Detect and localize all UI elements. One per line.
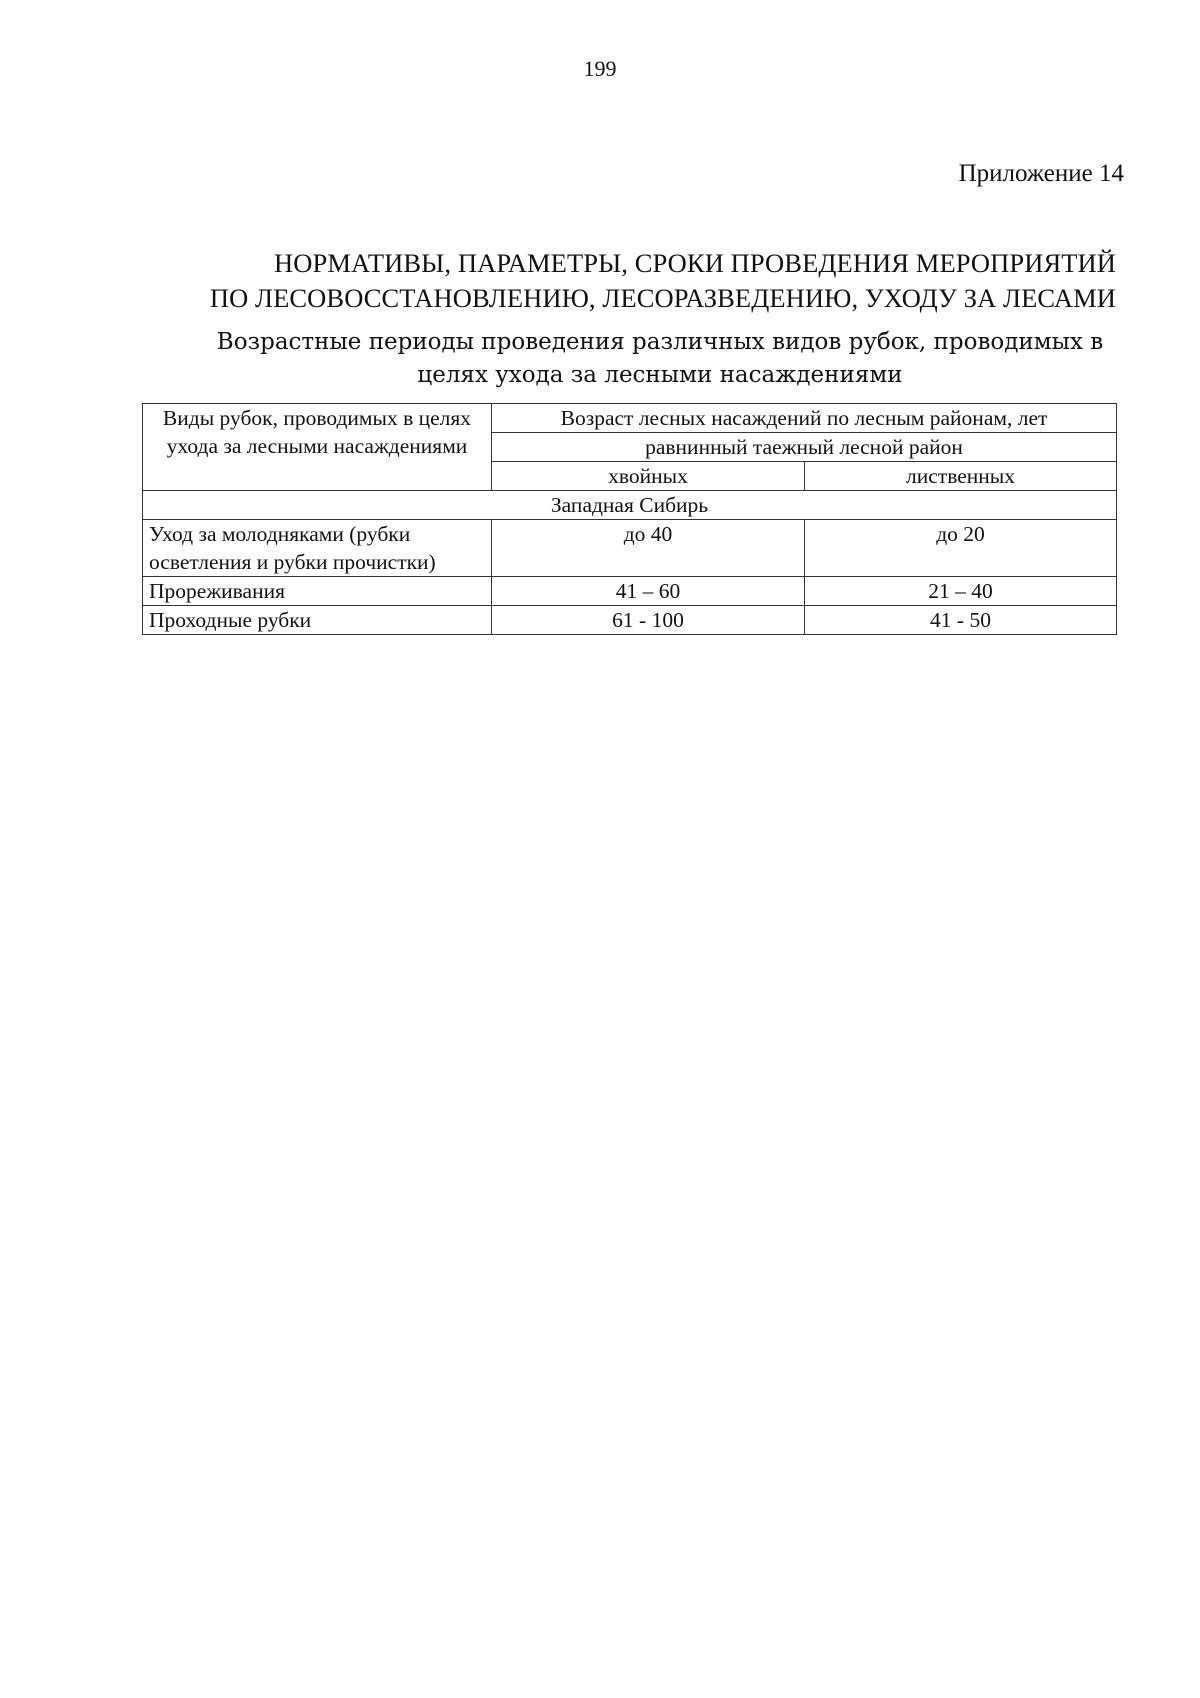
page-number: 199 [583, 56, 617, 81]
table-row [143, 520, 1117, 577]
table-row [143, 606, 1117, 635]
caption-line-2: целях ухода за лесными насаждениями [417, 362, 903, 388]
title-line-2: ПО ЛЕСОВОССТАНОВЛЕНИЮ, ЛЕСОРАЗВЕДЕНИЮ, УХОДУ ЗА ЛЕСАМИ [209, 283, 1116, 313]
header-region: равнинный таежный лесной район [492, 433, 1117, 462]
row-type: Прореживания [143, 577, 492, 606]
table-row [143, 577, 1117, 606]
row-deciduous-age: 21 – 40 [805, 577, 1117, 606]
document-title [140, 246, 1116, 316]
section-label: Западная Сибирь [143, 491, 1117, 520]
row-type: Проходные рубки [143, 606, 492, 635]
caption-line-1: Возрастные периоды проведения различных видов рубок, проводимых в [216, 329, 1104, 355]
row-conifer-age: 61 - 100 [492, 606, 805, 635]
section-row [143, 491, 1117, 520]
appendix-label: Приложение 14 [958, 160, 1124, 187]
header-deciduous: лиственных [805, 462, 1117, 491]
header-forest-age: Возраст лесных насаждений по лесным районам, лет [492, 404, 1117, 433]
age-periods-table [142, 403, 1117, 635]
row-deciduous-age: 41 - 50 [805, 606, 1117, 635]
row-conifer-age: 41 – 60 [492, 577, 805, 606]
table-caption [210, 326, 1110, 392]
header-conifer: хвойных [492, 462, 805, 491]
row-type: Уход за молодняками (рубки осветления и рубки прочистки) [143, 520, 492, 577]
header-cutting-types: Виды рубок, проводимых в целях ухода за лесными насаждениями [143, 404, 492, 491]
row-deciduous-age: до 20 [805, 520, 1117, 577]
header-row-1 [143, 404, 1117, 433]
row-conifer-age: до 40 [492, 520, 805, 577]
title-line-1: НОРМАТИВЫ, ПАРАМЕТРЫ, СРОКИ ПРОВЕДЕНИЯ МЕРОПРИЯТИЙ [274, 248, 1116, 278]
